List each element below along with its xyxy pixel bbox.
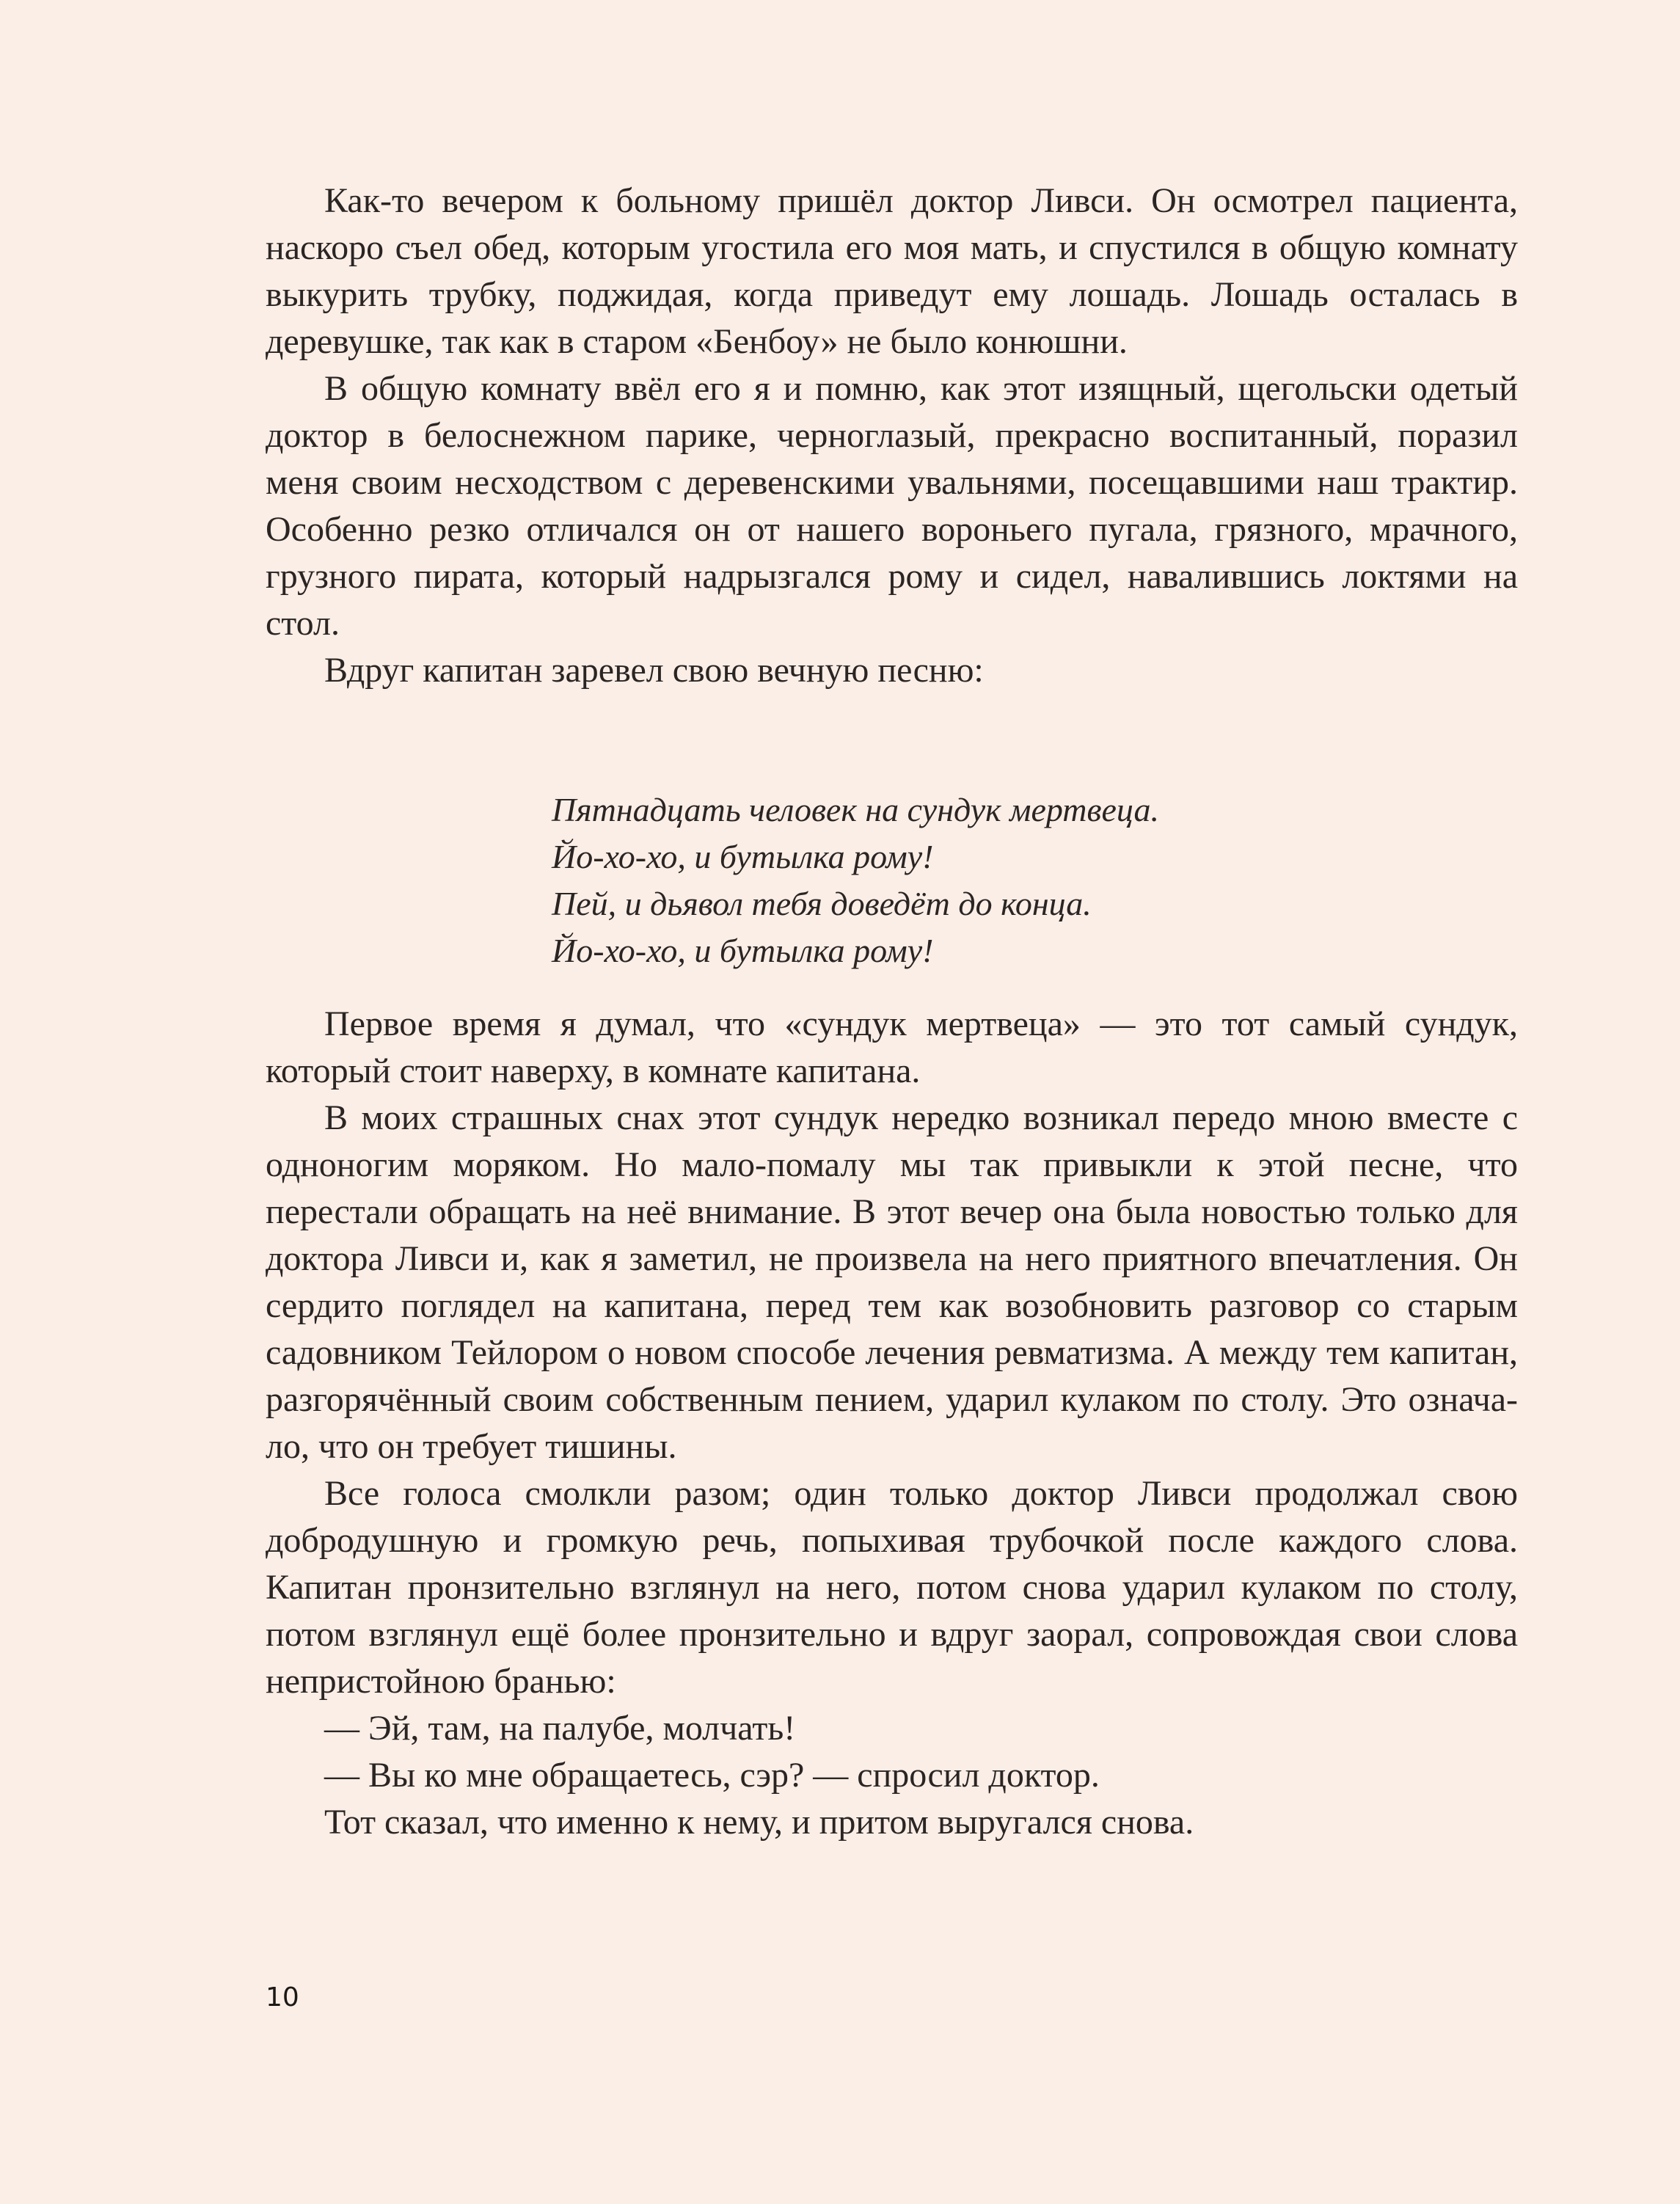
verse-line: Пей, и дьявол тебя доведёт до конца.: [552, 885, 1092, 922]
text-block-top: [266, 178, 1518, 694]
verse-line: Пятнадцать человек на сундук мертвеца.: [552, 791, 1159, 828]
paragraph: Как-то вечером к больному пришёл доктор Ливси. Он осмотрел пациента, наскоро съел обед, которым угостила его моя мать, и спустился в общую комнату выкурить трубку, поджидая, когда приведут ему лошадь. Лошадь осталась в деревушке, так как в старом «Бенбоу» не было конюшни.: [266, 181, 1518, 361]
paragraph: Вдруг капитан заревел свою вечную песню:: [324, 651, 984, 690]
paragraph: В моих страшных снах этот сундук нередко возникал передо мною вместе с одноногим моряком. Но мало-помалу мы так привыкли к этой песне, что перестали обращать на неё внимание. В этот вечер она была новостью только для доктора Ливси и, как я заметил, не произвела на него приятного впечатления. Он сердито поглядел на капитана, перед тем как возобновить разговор со старым садовником Тейлором о новом способе лечения ревматизма. А между тем капитан, разгорячённый своим собственным пением, ударил кулаком по столу. Это означало, что он требует тишины.: [266, 1098, 1518, 1466]
verse-line: Йо-хо-хо, и бутылка рому!: [552, 932, 934, 969]
text-block-bottom: [266, 1001, 1518, 1846]
dialogue-line: — Эй, там, на палубе, молчать!: [324, 1709, 796, 1748]
song-verse: [552, 787, 1159, 974]
dialogue-line: — Вы ко мне обращаетесь, сэр? — спросил доктор.: [324, 1756, 1100, 1795]
page-number: 10: [266, 1982, 299, 2013]
verse-line: Йо-хо-хо, и бутылка рому!: [552, 838, 934, 875]
paragraph: Первое время я думал, что «сундук мертвеца» — это тот самый сундук, который стоит наверху, в комнате капитана.: [266, 1004, 1518, 1090]
paragraph: В общую комнату ввёл его я и помню, как этот изящный, щегольски одетый доктор в белоснежном парике, черноглазый, прекрасно воспитанный, поразил меня своим несходством с деревенскими увальнями, посещавшими наш трактир. Особенно резко отличался он от нашего вороньего пугала, грязного, мрачного, грузного пирата, который надрызгался рому и сидел, навалившись локтями на стол.: [266, 369, 1518, 643]
paragraph: Тот сказал, что именно к нему, и притом выругался снова.: [324, 1803, 1194, 1842]
paragraph: Все голоса смолкли разом; один только доктор Ливси продолжал свою добродушную и громкую речь, попыхивая трубочкой после каждого слова. Капитан пронзительно взглянул на него, потом снова ударил кулаком по столу, потом взглянул ещё более пронзительно и вдруг заорал, сопровождая свои слова непристойною бранью:: [266, 1474, 1518, 1701]
